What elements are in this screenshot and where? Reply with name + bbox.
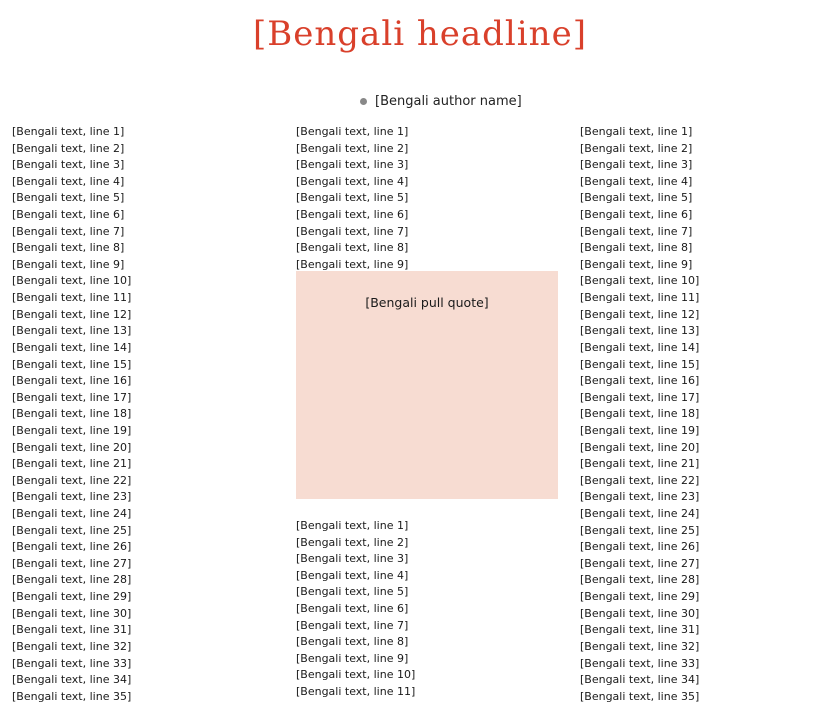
text-line: [Bengali text, line 3]	[12, 158, 125, 172]
text-line: [Bengali text, line 35]	[12, 689, 132, 703]
text-line: [Bengali text, line 34]	[12, 673, 132, 687]
text-line: [Bengali text, line 19]	[580, 423, 700, 437]
text-line: [Bengali text, line 27]	[12, 556, 132, 570]
text-line: [Bengali text, line 5]	[12, 191, 125, 205]
text-line: [Bengali text, line 28]	[580, 573, 700, 587]
byline	[360, 94, 522, 109]
text-line: [Bengali text, line 6]	[296, 208, 409, 222]
text-line: [Bengali text, line 23]	[12, 490, 132, 504]
text-line: [Bengali text, line 28]	[12, 573, 132, 587]
text-line: [Bengali text, line 13]	[12, 324, 132, 338]
text-line: [Bengali text, line 20]	[580, 440, 700, 454]
text-line: [Bengali text, line 33]	[12, 656, 132, 670]
text-line: [Bengali text, line 17]	[12, 390, 132, 404]
text-line: [Bengali text, line 1]	[296, 519, 409, 532]
text-line: [Bengali text, line 5]	[296, 585, 409, 599]
text-line: [Bengali text, line 35]	[580, 689, 700, 703]
text-line: [Bengali text, line 21]	[580, 457, 700, 471]
pull-quote: [Bengali pull quote]	[365, 295, 489, 310]
column-2-top	[296, 124, 558, 273]
text-line: [Bengali text, line 6]	[580, 208, 693, 222]
text-line: [Bengali text, line 16]	[12, 374, 132, 388]
text-line: [Bengali text, line 32]	[12, 639, 132, 653]
text-line: [Bengali text, line 9]	[296, 257, 409, 271]
text-line: [Bengali text, line 22]	[580, 473, 700, 487]
text-line: [Bengali text, line 18]	[580, 407, 700, 421]
text-line: [Bengali text, line 26]	[12, 540, 132, 554]
text-line: [Bengali text, line 9]	[580, 257, 693, 271]
text-line: [Bengali text, line 19]	[12, 423, 132, 437]
text-line: [Bengali text, line 15]	[12, 357, 132, 371]
text-line: [Bengali text, line 5]	[296, 191, 409, 205]
text-line: [Bengali text, line 8]	[296, 635, 409, 649]
text-line: [Bengali text, line 11]	[296, 685, 416, 699]
text-line: [Bengali text, line 4]	[580, 174, 693, 188]
text-line: [Bengali text, line 29]	[580, 590, 700, 604]
text-line: [Bengali text, line 32]	[580, 639, 700, 653]
text-line: [Bengali text, line 16]	[580, 374, 700, 388]
text-line: [Bengali text, line 24]	[580, 507, 700, 521]
text-line: [Bengali text, line 2]	[580, 141, 693, 155]
text-line: [Bengali text, line 10]	[12, 274, 132, 288]
text-line: [Bengali text, line 10]	[296, 668, 416, 682]
text-line: [Bengali text, line 12]	[12, 307, 132, 321]
text-line: [Bengali text, line 30]	[12, 606, 132, 620]
column-2-bottom	[296, 518, 558, 701]
text-line: [Bengali text, line 4]	[12, 174, 125, 188]
text-line: [Bengali text, line 22]	[12, 473, 132, 487]
column-3	[580, 124, 828, 705]
pull-quote-box	[296, 271, 558, 499]
text-line: [Bengali text, line 7]	[12, 224, 125, 238]
text-line: [Bengali text, line 23]	[580, 490, 700, 504]
text-line: [Bengali text, line 1]	[296, 125, 409, 138]
text-line: [Bengali text, line 7]	[580, 224, 693, 238]
text-line: [Bengali text, line 9]	[12, 257, 125, 271]
text-line: [Bengali text, line 10]	[580, 274, 700, 288]
text-line: [Bengali text, line 31]	[580, 623, 700, 637]
text-line: [Bengali text, line 33]	[580, 656, 700, 670]
text-line: [Bengali text, line 8]	[296, 241, 409, 255]
text-line: [Bengali text, line 7]	[296, 618, 409, 632]
text-line: [Bengali text, line 8]	[12, 241, 125, 255]
text-line: [Bengali text, line 29]	[12, 590, 132, 604]
text-line: [Bengali text, line 31]	[12, 623, 132, 637]
text-line: [Bengali text, line 7]	[296, 224, 409, 238]
text-line: [Bengali text, line 21]	[12, 457, 132, 471]
text-line: [Bengali text, line 34]	[580, 673, 700, 687]
text-line: [Bengali text, line 6]	[296, 602, 409, 616]
text-line: [Bengali text, line 2]	[296, 535, 409, 549]
text-line: [Bengali text, line 5]	[580, 191, 693, 205]
bullet-icon	[360, 98, 367, 105]
text-line: [Bengali text, line 14]	[12, 340, 132, 354]
text-line: [Bengali text, line 6]	[12, 208, 125, 222]
text-line: [Bengali text, line 20]	[12, 440, 132, 454]
text-line: [Bengali text, line 4]	[296, 174, 409, 188]
text-line: [Bengali text, line 1]	[580, 125, 693, 138]
text-line: [Bengali text, line 1]	[12, 125, 125, 138]
text-line: [Bengali text, line 3]	[296, 158, 409, 172]
text-line: [Bengali text, line 13]	[580, 324, 700, 338]
text-line: [Bengali text, line 30]	[580, 606, 700, 620]
text-line: [Bengali text, line 24]	[12, 507, 132, 521]
text-line: [Bengali text, line 27]	[580, 556, 700, 570]
text-line: [Bengali text, line 2]	[12, 141, 125, 155]
text-line: [Bengali text, line 3]	[580, 158, 693, 172]
text-line: [Bengali text, line 3]	[296, 552, 409, 566]
text-line: [Bengali text, line 12]	[580, 307, 700, 321]
text-line: [Bengali text, line 25]	[12, 523, 132, 537]
text-line: [Bengali text, line 8]	[580, 241, 693, 255]
column-1	[12, 124, 274, 705]
text-line: [Bengali text, line 14]	[580, 340, 700, 354]
text-line: [Bengali text, line 17]	[580, 390, 700, 404]
text-line: [Bengali text, line 4]	[296, 568, 409, 582]
text-line: [Bengali text, line 25]	[580, 523, 700, 537]
text-line: [Bengali text, line 9]	[296, 651, 409, 665]
text-line: [Bengali text, line 15]	[580, 357, 700, 371]
text-line: [Bengali text, line 2]	[296, 141, 409, 155]
article-headline: [Bengali headline]	[253, 14, 587, 54]
text-line: [Bengali text, line 11]	[580, 291, 700, 305]
author-name: [Bengali author name]	[375, 94, 522, 109]
text-line: [Bengali text, line 11]	[12, 291, 132, 305]
text-line: [Bengali text, line 18]	[12, 407, 132, 421]
text-line: [Bengali text, line 26]	[580, 540, 700, 554]
